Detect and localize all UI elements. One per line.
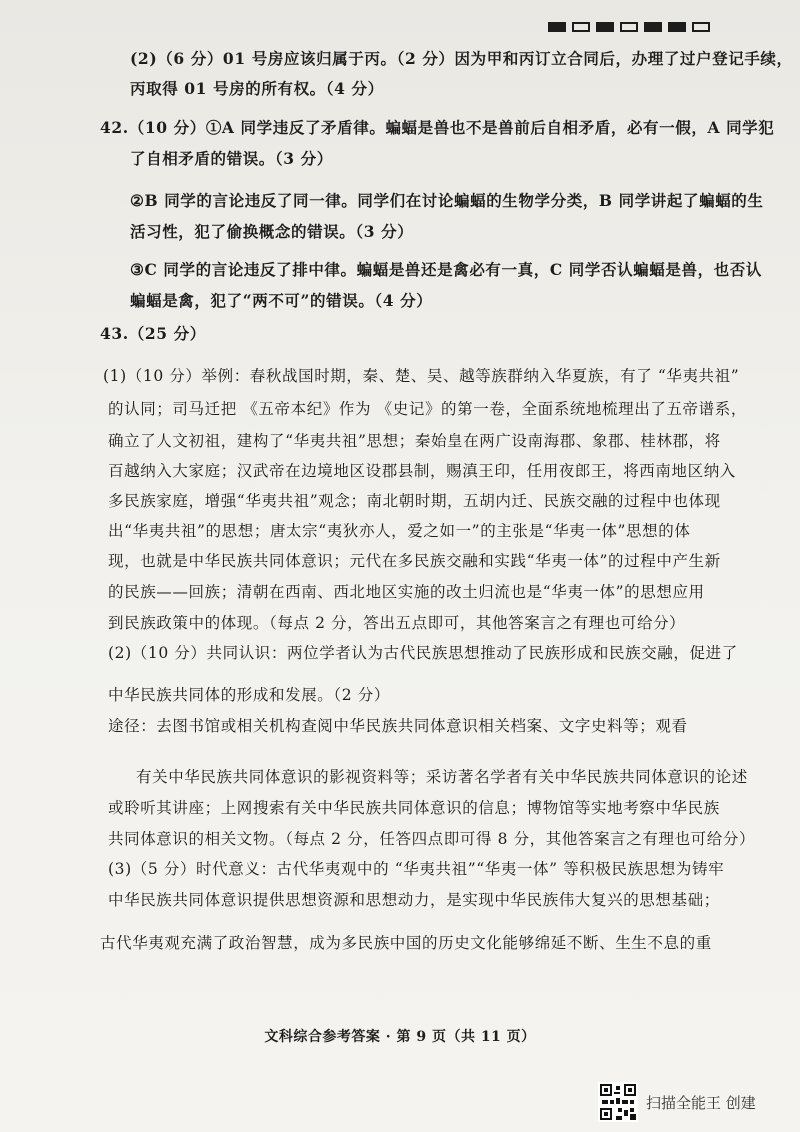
registration-mark bbox=[596, 22, 614, 32]
qr-code-icon bbox=[598, 1082, 638, 1122]
text-line: 途径：去图书馆或相关机构查阅中华民族共同体意识相关档案、文字史料等；观看 bbox=[108, 717, 688, 735]
text-line: (2)（6 分）01 号房应该归属于丙。（2 分）因为甲和丙订立合同后，办理了过户登记手续， bbox=[130, 49, 793, 68]
text-line: 有关中华民族共同体意识的影视资料等；采访著名学者有关中华民族共同体意识的论述 bbox=[136, 768, 748, 786]
text-line: 确立了人文初祖，建构了“华夷共祖”思想；秦始皇在两广设南海郡、象郡、桂林郡，将 bbox=[108, 432, 721, 450]
text-line: (2)（10 分）共同认识：两位学者认为古代民族思想推动了民族形成和民族交融，促进了 bbox=[108, 644, 738, 662]
registration-mark bbox=[692, 22, 710, 32]
text-line: ②B 同学的言论违反了同一律。同学们在讨论蝙蝠的生物学分类，B 同学讲起了蝙蝠的生 bbox=[130, 191, 764, 210]
text-line: 古代华夷观充满了政治智慧，成为多民族中国的历史文化能够绵延不断、生生不息的重 bbox=[100, 934, 712, 952]
scanner-watermark bbox=[598, 1078, 756, 1126]
text-line: 42.（10 分）①A 同学违反了矛盾律。蝙蝠是兽也不是兽前后自相矛盾，必有一假，A 同学犯 bbox=[100, 118, 775, 137]
text-line: 的认同；司马迁把 《五帝本纪》作为 《史记》的第一卷，全面系统地梳理出了五帝谱系， bbox=[108, 400, 747, 418]
text-line: 共同体意识的相关文物。（每点 2 分，任答四点即可得 8 分，其他答案言之有理也可给分） bbox=[108, 830, 756, 848]
registration-mark bbox=[644, 22, 662, 32]
page-footer: 文科综合参考答案 · 第 9 页（共 11 页） bbox=[264, 1029, 536, 1045]
registration-mark bbox=[572, 22, 590, 32]
registration-mark bbox=[548, 22, 566, 32]
watermark-text: 扫描全能王 创建 bbox=[646, 1093, 756, 1112]
registration-mark bbox=[620, 22, 638, 32]
text-line: 现，也就是中华民族共同体意识；元代在多民族交融和实践“华夷一体”的过程中产生新 bbox=[108, 552, 721, 570]
text-line: 中华民族共同体的形成和发展。（2 分） bbox=[108, 686, 390, 704]
text-line: (3)（5 分）时代意义：古代华夷观中的 “华夷共祖”“华夷一体” 等积极民族思想为铸牢 bbox=[108, 860, 725, 878]
text-line: 多民族家庭，增强“华夷共祖”观念；南北朝时期，五胡内迁、民族交融的过程中也体现 bbox=[108, 492, 721, 510]
text-line: 43.（25 分） bbox=[100, 324, 206, 343]
text-line: 或聆听其讲座；上网搜索有关中华民族共同体意识的信息；博物馆等实地考察中华民族 bbox=[108, 799, 720, 817]
text-line: (1)（10 分）举例：春秋战国时期，秦、楚、吴、越等族群纳入华夏族，有了 “华夷共祖” bbox=[103, 367, 740, 385]
text-line: 百越纳入大家庭；汉武帝在边境地区设郡县制，赐滇王印，任用夜郎王，将西南地区纳入 bbox=[108, 462, 736, 480]
text-line: 丙取得 01 号房的所有权。（4 分） bbox=[130, 79, 384, 98]
text-line: 出“华夷共祖”的思想；唐太宗“夷狄亦人，爱之如一”的主张是“华夷一体”思想的体 bbox=[108, 522, 691, 540]
header-registration-marks bbox=[548, 22, 710, 32]
text-line: 的民族——回族；清朝在西南、西北地区实施的改土归流也是“华夷一体”的思想应用 bbox=[108, 583, 705, 601]
text-line: ③C 同学的言论违反了排中律。蝙蝠是兽还是禽必有一真，C 同学否认蝙蝠是兽，也否认 bbox=[130, 260, 762, 279]
text-line: 蝙蝠是禽，犯了“两不可”的错误。（4 分） bbox=[130, 291, 433, 310]
registration-mark bbox=[668, 22, 686, 32]
text-line: 中华民族共同体意识提供思想资源和思想动力，是实现中华民族伟大复兴的思想基础； bbox=[108, 891, 720, 909]
text-line: 到民族政策中的体现。（每点 2 分，答出五点即可，其他答案言之有理也可给分） bbox=[108, 614, 686, 632]
text-line: 了自相矛盾的错误。（3 分） bbox=[130, 149, 333, 168]
text-line: 活习性，犯了偷换概念的错误。（3 分） bbox=[130, 222, 414, 241]
